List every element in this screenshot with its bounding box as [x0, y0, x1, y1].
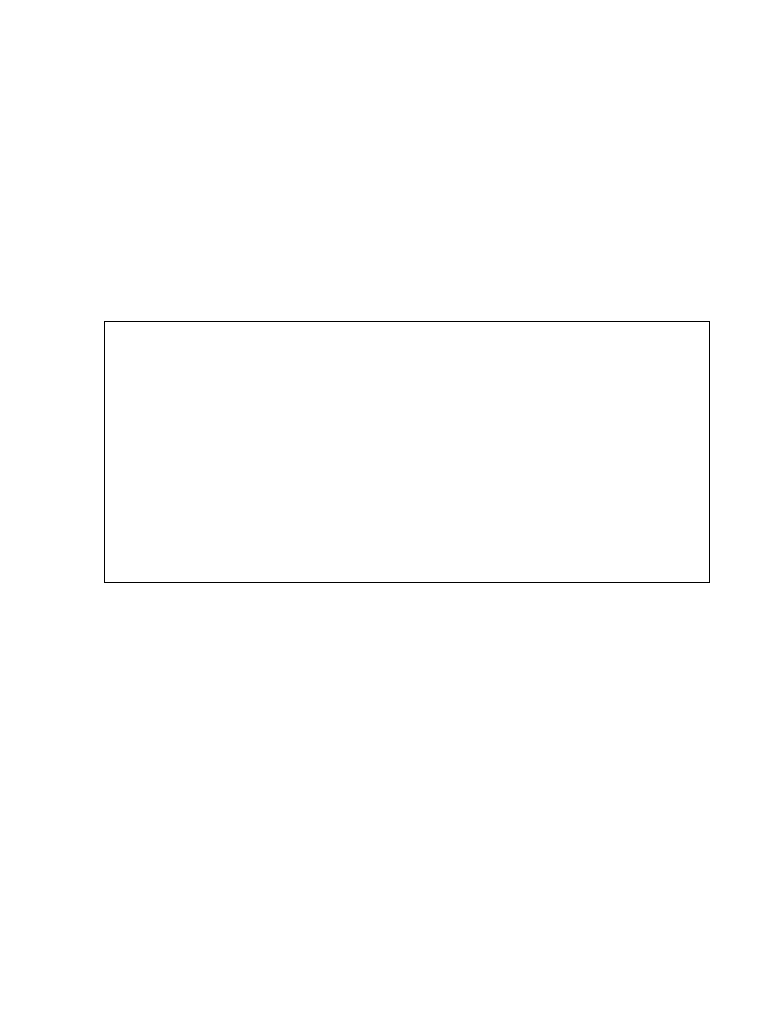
rio-maior-programme-box	[104, 321, 710, 583]
